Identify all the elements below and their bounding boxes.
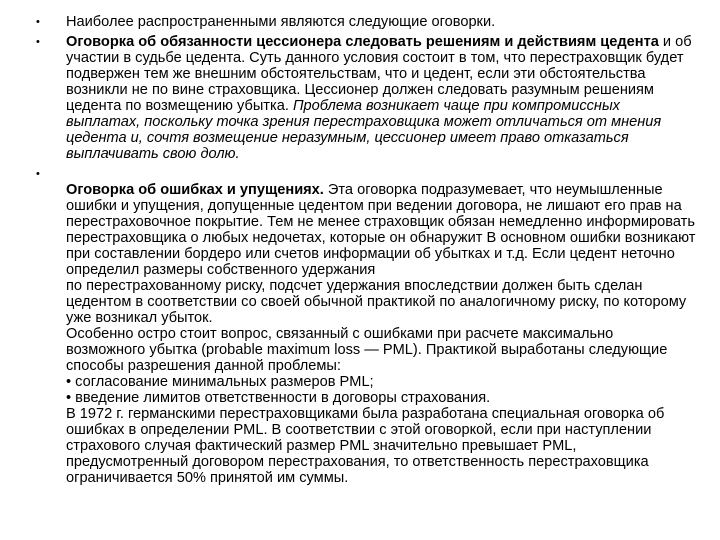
errors-clause-text — [66, 166, 696, 486]
bullet-icon: • — [36, 168, 40, 180]
errors-clause-paragraph-retention: по перестрахованному риску, подсчет удержания впоследствии должен быть сделан цедентом в соответствии со своей обычной практикой по аналогичному риску, по которому уже возникал убыток. — [66, 278, 687, 326]
list-item-intro — [36, 14, 696, 30]
list-item-errors-clause — [36, 166, 696, 486]
errors-clause-sublist-item-2: • введение лимитов ответственности в договоры страхования. — [66, 390, 491, 406]
bullet-icon: • — [36, 16, 40, 28]
intro-text: Наиболее распространенными являются следующие оговорки. — [66, 14, 496, 30]
cession-clause-text — [66, 34, 692, 162]
errors-clause-paragraph-pml: Особенно остро стоит вопрос, связанный с ошибками при расчете максимально возможного убытка (probable maximum loss — PML). Практикой выработаны следующие способы разрешения данной проблемы: — [66, 326, 668, 374]
cession-clause-body: и об участии в судьбе цедента. Суть данного условия состоит в том, что перестраховщик будет подвержен тем же внешним обстоятельствам, что и цедент, если эти обстоятельства возникли не по вине страховщика. Цессионер должен следовать разумным решениям цедента по возмещению убытка. — [66, 34, 692, 114]
errors-clause-title: Оговорка об ошибках и упущениях. — [66, 182, 324, 198]
cession-clause-title: Оговорка об обязанности цессионера следовать решениям и действиям цедента — [66, 34, 659, 50]
errors-clause-sublist-item-1: • согласование минимальных размеров PML; — [66, 374, 374, 390]
cession-clause-italic-note: Проблема возникает чаще при компромиссных выплатах, поскольку точка зрения перестраховщика может отличаться от мнения цедента и, сочтя возмещение неразумным, цессионер имеет право отказаться выплачивать свою долю. — [66, 98, 662, 162]
errors-clause-body: Эта оговорка подразумевает, что неумышленные ошибки и упущения, допущенные цедентом при ведении договора, не лишают его прав на перестраховочное покрытие. Тем не менее страховщик обязан немедленно информировать перестраховщика о любых недочетах, которые он обнаружит В основном ошибки возникают при составлении бордеро или счетов информации об убытках и т.д. Если цедент неточно определил размеры собственного удержания — [66, 182, 696, 278]
bullet-list — [36, 14, 696, 486]
bullet-icon: • — [36, 36, 40, 48]
list-item-cession-clause — [36, 34, 696, 162]
errors-clause-paragraph-1972: В 1972 г. германскими перестраховщиками была разработана специальная оговорка об ошибках в определении PML. В соответствии с этой оговоркой, если при наступлении страхового случая фактический размер PML значительно превышает PML, предусмотренный договором перестрахования, то ответственность перестраховщика ограничивается 50% принятой им суммы. — [66, 406, 665, 486]
